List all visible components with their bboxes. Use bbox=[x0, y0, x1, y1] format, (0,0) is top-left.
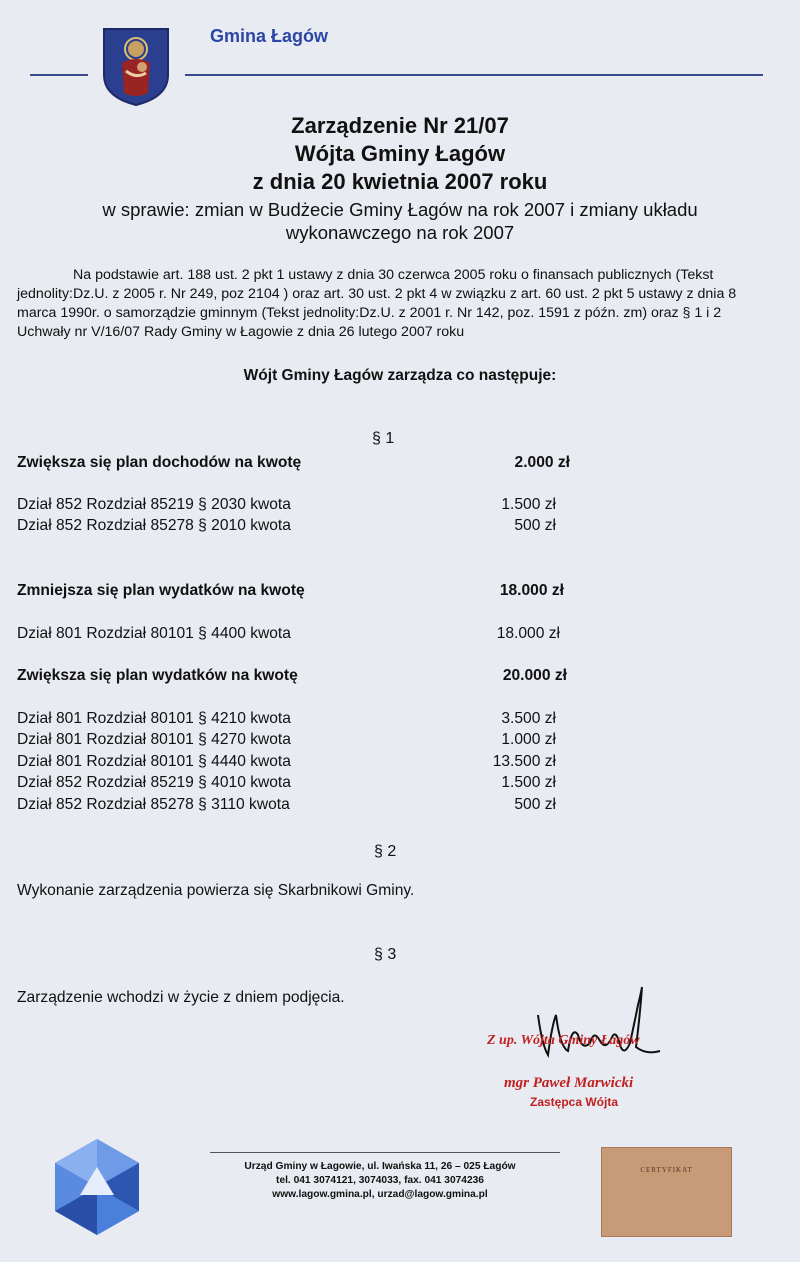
footer-phone: tel. 041 3074121, 3074033, fax. 041 3074236 bbox=[276, 1175, 484, 1186]
header-divider-left bbox=[30, 74, 88, 76]
org-name: Gmina Łagów bbox=[210, 26, 329, 46]
row-label: Dział 852 Rozdział 85219 § 2030 kwota bbox=[17, 496, 291, 513]
row-label: Dział 801 Rozdział 80101 § 4210 kwota bbox=[17, 710, 291, 727]
expense-increase-row bbox=[17, 667, 577, 687]
row-label: Zwiększa się plan dochodów na kwotę bbox=[17, 454, 302, 471]
row-amount: 1.500 zł bbox=[501, 496, 556, 513]
row-amount: 20.000 zł bbox=[502, 667, 567, 684]
row-amount: 2.000 zł bbox=[514, 454, 570, 471]
document-date: z dnia 20 kwietnia 2007 roku bbox=[252, 169, 548, 194]
signature-authority: Z up. Wójta Gminy Łagów bbox=[487, 1033, 640, 1048]
row-label: Dział 801 Rozdział 80101 § 4400 kwota bbox=[17, 625, 291, 642]
increase-item-row bbox=[17, 796, 577, 816]
row-label: Dział 801 Rozdział 80101 § 4270 kwota bbox=[17, 731, 291, 748]
document-subject-line2: wykonawczego na rok 2007 bbox=[285, 222, 515, 243]
row-label: Zmniejsza się plan wydatków na kwotę bbox=[17, 582, 305, 599]
decrease-item-row bbox=[17, 625, 577, 645]
row-label: Dział 852 Rozdział 85278 § 3110 kwota bbox=[17, 796, 290, 813]
footer-address: Urząd Gminy w Łagowie, ul. Iwańska 11, 26 – 025 Łagów bbox=[244, 1161, 516, 1172]
section-2-mark: § 2 bbox=[374, 843, 397, 860]
hexagon-logo-icon bbox=[52, 1137, 142, 1237]
increase-item-row bbox=[17, 774, 577, 794]
income-item-row bbox=[17, 496, 577, 516]
coat-of-arms-icon bbox=[102, 27, 170, 107]
row-amount: 3.500 zł bbox=[501, 710, 556, 727]
certificate-label: CERTYFIKAT bbox=[640, 1166, 693, 1174]
legal-basis-paragraph: Na podstawie art. 188 ust. 2 pkt 1 ustawy z dnia 30 czerwca 2005 roku o finansach publicznych (Tekst jednolity:Dz.U. z 2005 r. Nr 249, poz 2104 ) oraz art. 30 ust. 2 pkt 4 w związku z art. 60 ust. 2 pkt 5 ustawy z dnia 8 marca 1990r. o samorządzie gminnym (Tekst jednolity:Dz.U. z 2001 r. Nr 142, poz. 1591 z późn. zm) oraz § 1 i 2 Uchwały nr V/16/07 Rady Gminy w Łagowie z dnia 26 lutego 2007 roku bbox=[17, 267, 737, 340]
row-label: Dział 852 Rozdział 85219 § 4010 kwota bbox=[17, 774, 291, 791]
signatory-title: Zastępca Wójta bbox=[530, 1095, 619, 1109]
income-item-row bbox=[17, 517, 577, 537]
income-increase-row bbox=[17, 454, 577, 474]
section-2-text: Wykonanie zarządzenia powierza się Skarbnikowi Gminy. bbox=[17, 882, 415, 899]
row-amount: 500 zł bbox=[514, 517, 556, 534]
expense-decrease-row bbox=[17, 582, 577, 602]
document-issuer: Wójta Gminy Łagów bbox=[294, 141, 506, 166]
document-subject-line1: w sprawie: zmian w Budżecie Gminy Łagów na rok 2007 i zmiany układu bbox=[102, 199, 698, 220]
row-label: Dział 852 Rozdział 85278 § 2010 kwota bbox=[17, 517, 291, 534]
footer-web: www.lagow.gmina.pl, urzad@lagow.gmina.pl bbox=[272, 1189, 488, 1200]
row-label: Zwiększa się plan wydatków na kwotę bbox=[17, 667, 298, 684]
row-amount: 18.000 zł bbox=[496, 625, 560, 642]
signatory-name: mgr Paweł Marwicki bbox=[504, 1075, 634, 1091]
increase-item-row bbox=[17, 731, 577, 751]
document-title: Zarządzenie Nr 21/07 bbox=[291, 113, 509, 138]
increase-item-row bbox=[17, 710, 577, 730]
row-amount: 18.000 zł bbox=[499, 582, 564, 599]
certificate-image bbox=[601, 1147, 732, 1237]
increase-item-row bbox=[17, 753, 577, 773]
footer-divider bbox=[210, 1152, 560, 1153]
row-amount: 1.000 zł bbox=[501, 731, 556, 748]
decree-statement: Wójt Gminy Łagów zarządza co następuje: bbox=[243, 367, 557, 384]
section-1-mark: § 1 bbox=[372, 430, 395, 447]
header-divider-right bbox=[185, 74, 763, 76]
handwritten-signature bbox=[520, 985, 670, 1070]
row-amount: 1.500 zł bbox=[501, 774, 556, 791]
row-amount: 13.500 zł bbox=[492, 753, 556, 770]
section-3-text: Zarządzenie wchodzi w życie z dniem podjęcia. bbox=[17, 989, 345, 1006]
section-3-mark: § 3 bbox=[374, 946, 397, 963]
row-label: Dział 801 Rozdział 80101 § 4440 kwota bbox=[17, 753, 291, 770]
row-amount: 500 zł bbox=[514, 796, 556, 813]
